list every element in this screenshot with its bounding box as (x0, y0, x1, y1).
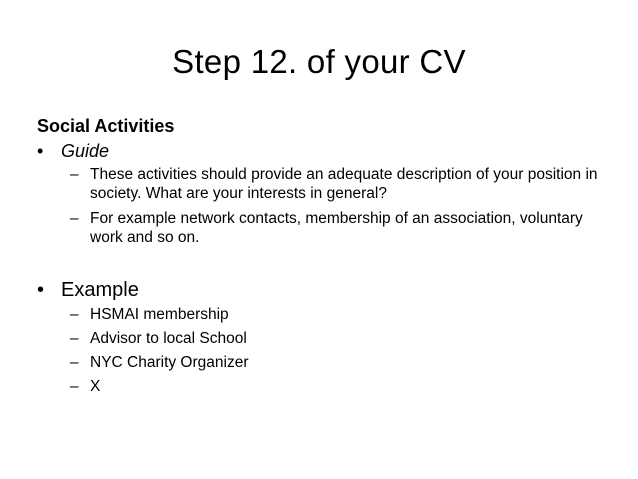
guide-item (70, 165, 610, 203)
example-label: Example (61, 279, 139, 301)
bullet-dot: • (37, 279, 45, 301)
example-item-text: NYC Charity Organizer (90, 354, 249, 371)
guide-item-text: These activities should provide an adequate description of your position in society. What are your interests in general? (90, 166, 598, 202)
example-item (70, 305, 610, 324)
dash-marker: – (70, 210, 79, 227)
dash-marker: – (70, 330, 79, 347)
example-item-text: Advisor to local School (90, 330, 247, 347)
dash-marker: – (70, 166, 79, 183)
dash-marker: – (70, 378, 79, 395)
example-item (70, 329, 610, 348)
dash-marker: – (70, 306, 79, 323)
bullet-dot: • (37, 141, 44, 161)
example-item (70, 353, 610, 372)
guide-item (70, 209, 610, 247)
example-item-text: HSMAI membership (90, 306, 229, 323)
bullet-example (37, 277, 139, 303)
guide-label: Guide (61, 141, 110, 161)
example-item-text: X (90, 378, 101, 395)
example-item (70, 377, 610, 396)
bullet-guide (37, 139, 109, 163)
section-heading: Social Activities (37, 116, 175, 136)
guide-item-text: For example network contacts, membership of an association, voluntary work and so on. (90, 210, 583, 246)
dash-marker: – (70, 354, 79, 371)
slide-title: Step 12. of your CV (172, 43, 466, 80)
